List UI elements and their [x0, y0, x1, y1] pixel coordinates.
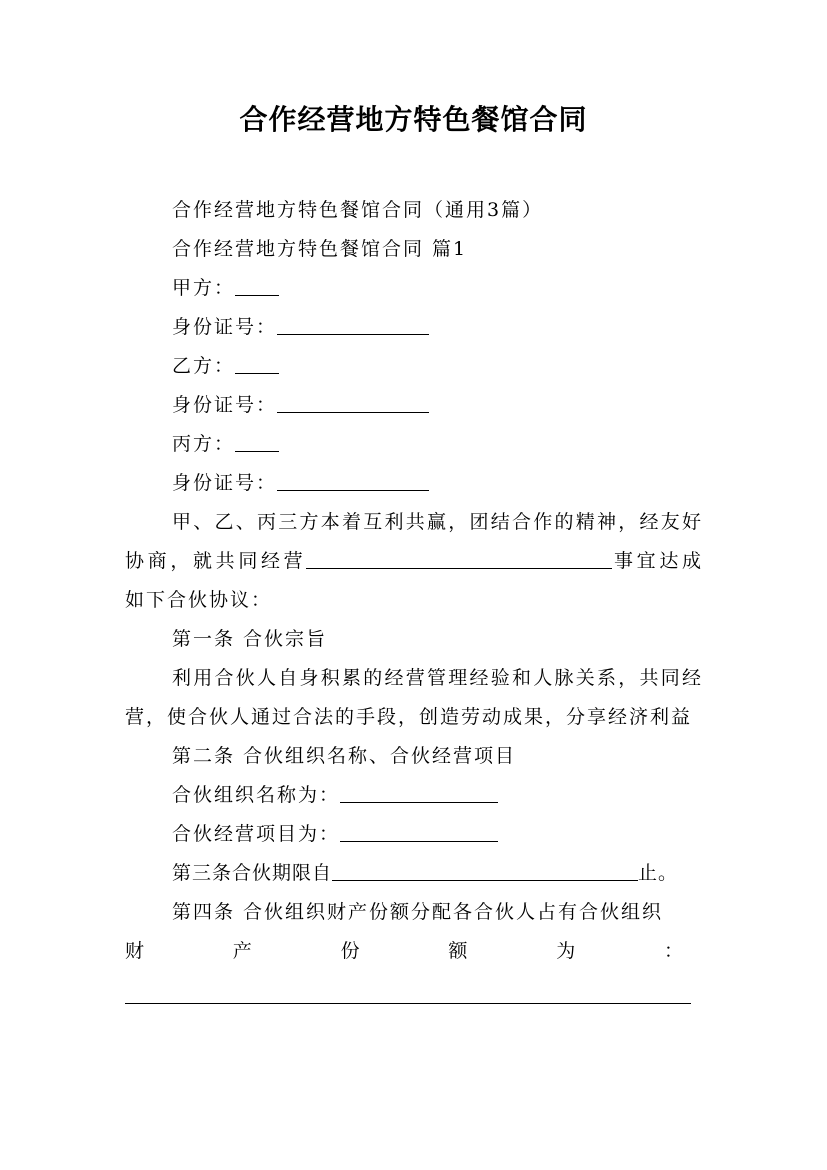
party-a-id-label: 身份证号： — [172, 316, 278, 338]
document-title: 合作经营地方特色餐馆合同 — [239, 103, 588, 136]
article3-suffix: 止。 — [638, 862, 679, 884]
article1-text: 利用合伙人自身积累的经营管理经验和人脉关系，共同经营，使合伙人通过合法的手段，创造劳动成果，分享经济利益 — [125, 667, 703, 728]
term-blank — [332, 860, 638, 881]
business-blank — [306, 548, 612, 569]
subtitle: 合作经营地方特色餐馆合同（通用3篇） — [172, 199, 544, 221]
party-c-label: 丙方： — [172, 433, 236, 455]
org-name-label: 合伙组织名称为： — [172, 784, 341, 806]
party-c-id-line — [125, 464, 703, 503]
party-c-line — [125, 425, 703, 464]
party-b-label: 乙方： — [172, 355, 236, 377]
intro-paragraph — [125, 503, 703, 620]
party-a-id-blank — [277, 314, 429, 335]
project-blank — [340, 821, 498, 842]
party-b-id-line — [125, 386, 703, 425]
spread-char: 额 — [448, 940, 470, 962]
party-c-blank — [235, 431, 279, 452]
project-line — [125, 815, 703, 854]
article3-line — [125, 854, 703, 893]
document-body — [125, 191, 703, 1004]
spread-char: 财 — [125, 940, 147, 962]
party-b-id-label: 身份证号： — [172, 394, 278, 416]
party-a-line — [125, 269, 703, 308]
party-c-id-blank — [277, 470, 429, 491]
spread-char: ： — [663, 940, 685, 962]
party-b-blank — [235, 353, 279, 374]
intro-text-2: 事宜达成如下合伙协议： — [125, 550, 703, 611]
org-name-line — [125, 776, 703, 815]
article2-heading: 第二条 合伙组织名称、合伙经营项目 — [172, 745, 517, 767]
spread-char: 为 — [556, 940, 578, 962]
spread-char: 产 — [232, 940, 254, 962]
party-a-id-line — [125, 308, 703, 347]
article4-line: 第四条 合伙组织财产份额分配各合伙人占有合伙组织 — [172, 901, 664, 923]
party-a-label: 甲方： — [172, 277, 236, 299]
org-name-blank — [340, 782, 498, 803]
project-label: 合伙经营项目为： — [172, 823, 341, 845]
spread-char: 份 — [340, 940, 362, 962]
article3-prefix: 第三条合伙期限自 — [172, 862, 333, 884]
party-c-id-label: 身份证号： — [172, 472, 278, 494]
article1-heading: 第一条 合伙宗旨 — [172, 628, 328, 650]
party-b-line — [125, 347, 703, 386]
party-b-id-blank — [277, 392, 429, 413]
intro-text-1: 甲、乙、丙三方本着互利共赢，团结合作的精神，经友好协商，就共同经营 — [125, 511, 703, 572]
party-a-blank — [235, 275, 279, 296]
share-blank-line — [125, 979, 691, 1004]
part-heading: 合作经营地方特色餐馆合同 篇1 — [172, 238, 468, 260]
article4-spread-line — [125, 932, 685, 971]
